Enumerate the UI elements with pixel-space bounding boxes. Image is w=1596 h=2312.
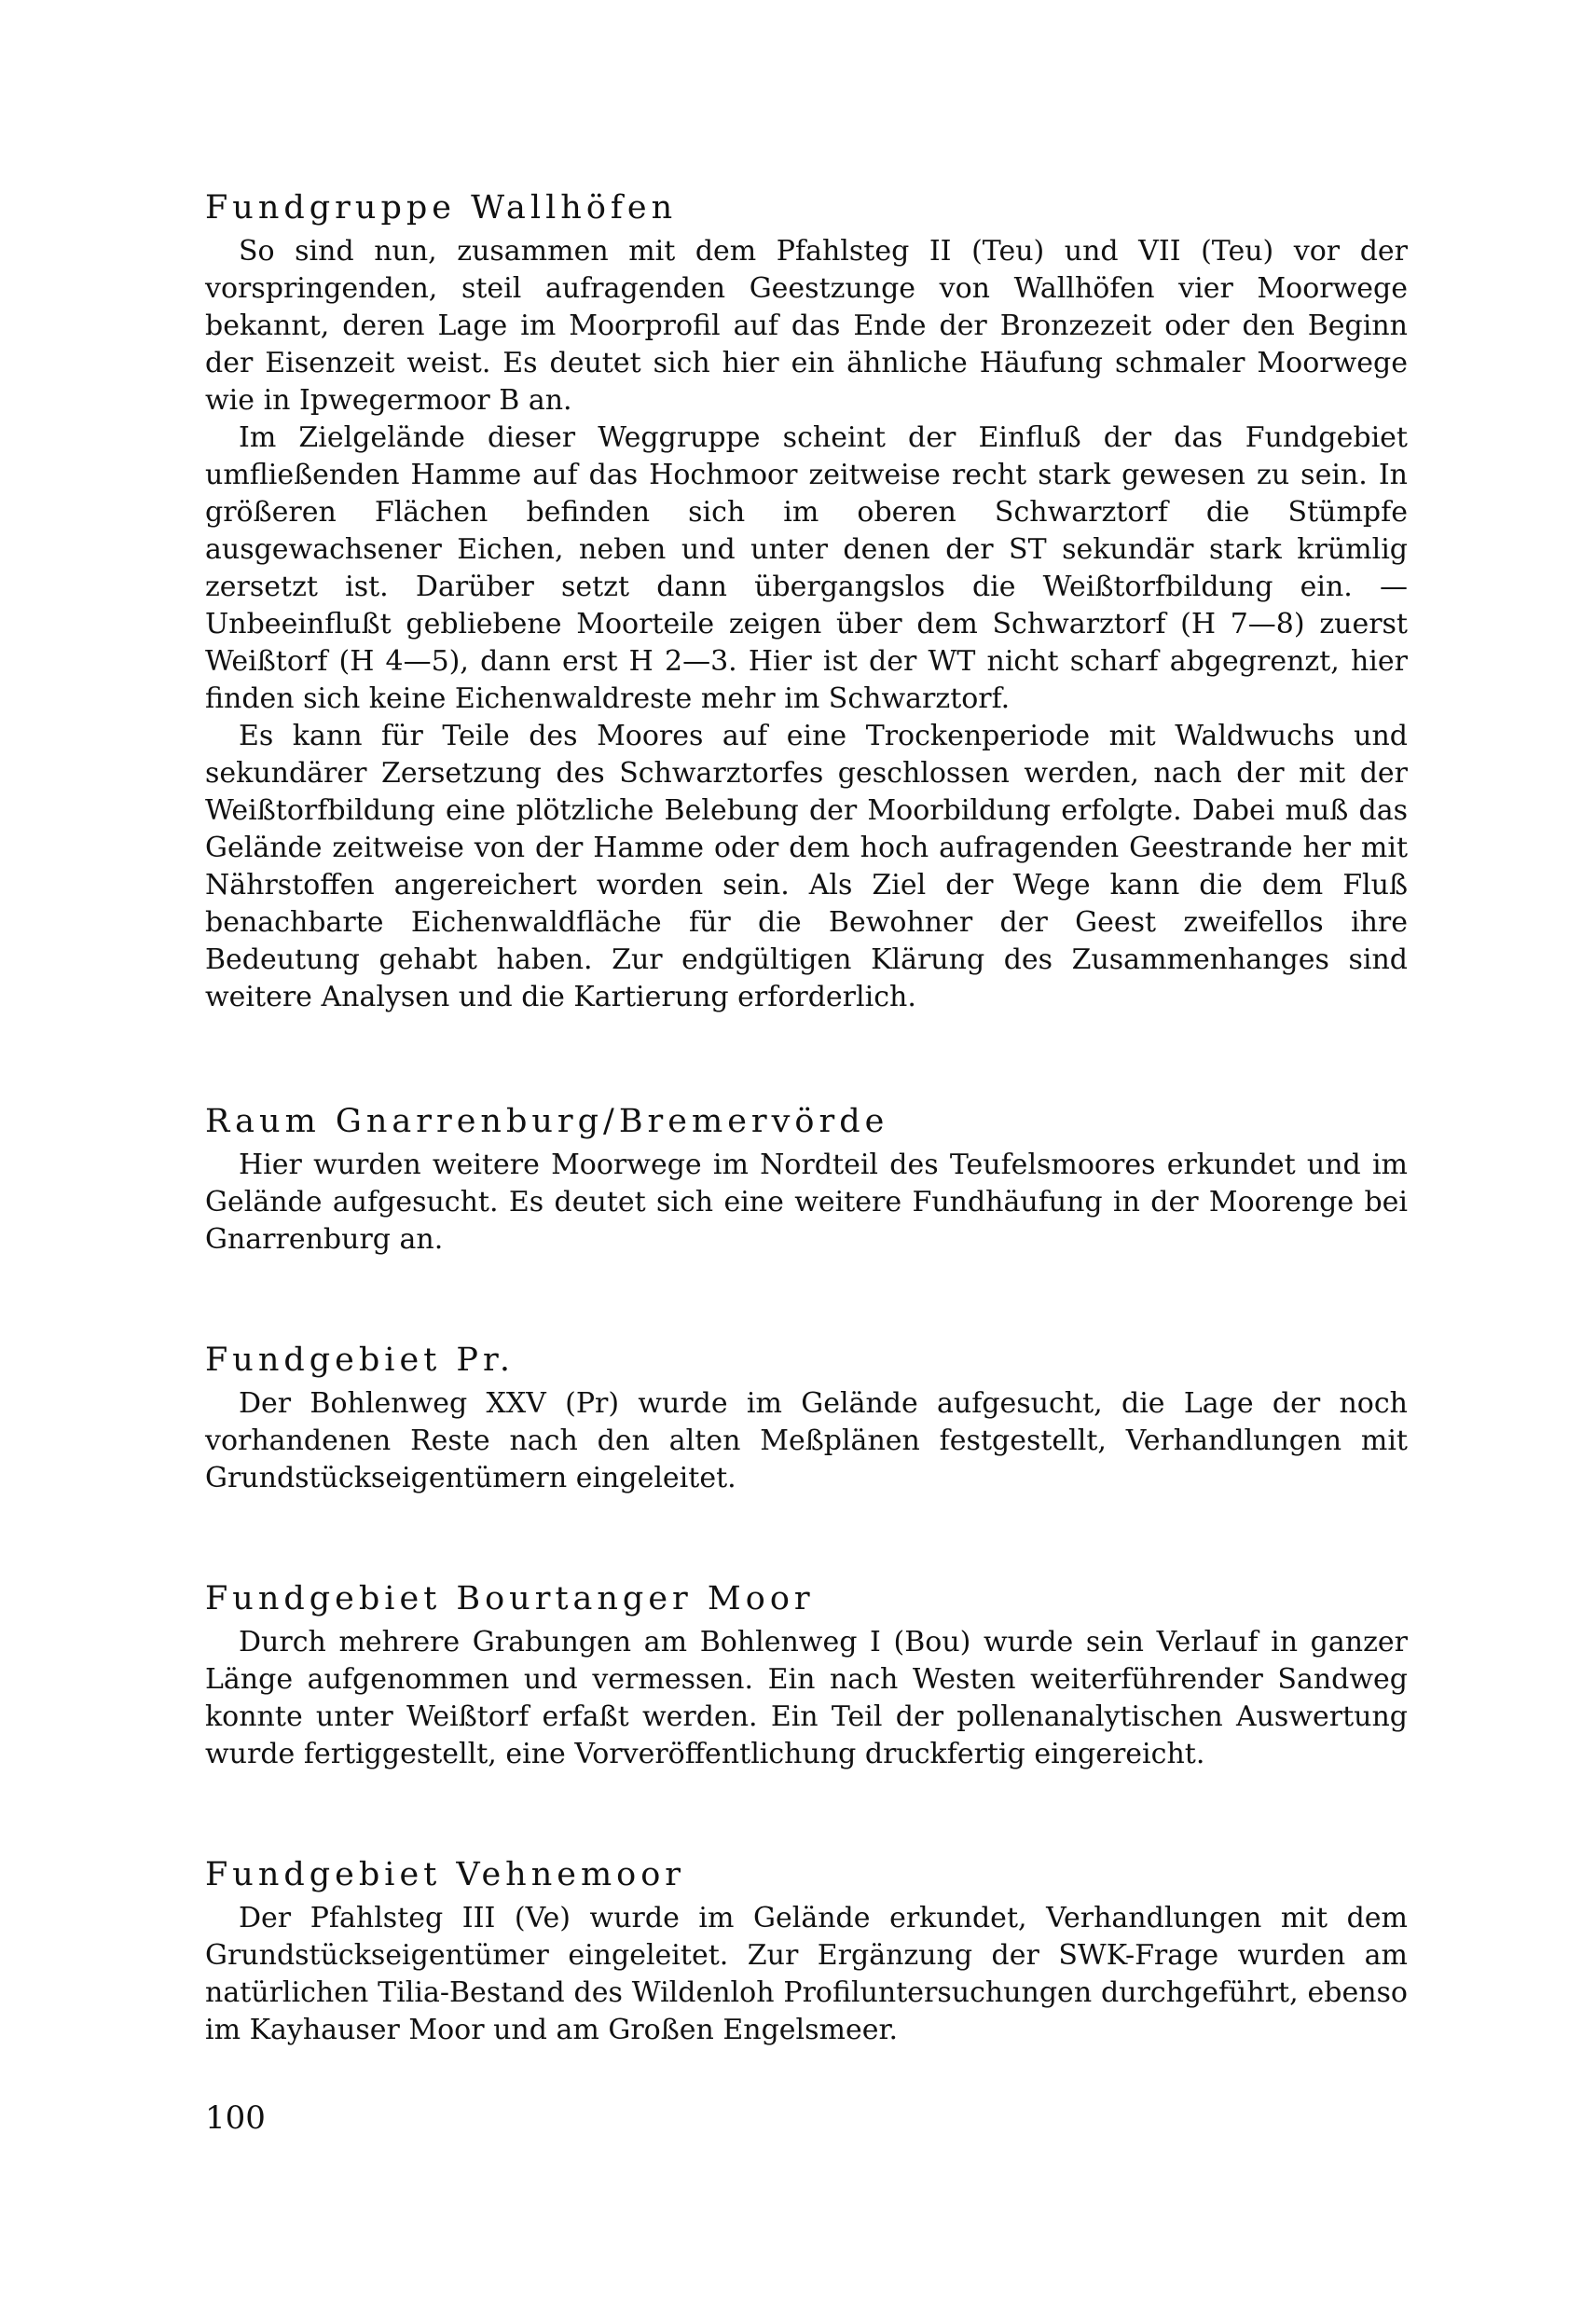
section-heading: Fundgebiet Pr. xyxy=(205,1342,515,1379)
section-heading: Fundgebiet Bourtanger Moor xyxy=(205,1580,815,1617)
paragraph: Im Zielgelände dieser Weggruppe scheint der Einfluß der das Fundgebiet umfließenden Hamme auf das Hochmoor zeitweise recht stark gewesen zu sein. In größeren Flächen befinden sich im oberen Schwarztorf die Stümpfe ausgewachsener Eichen, neben und unter denen der ST sekundär stark krümlig zersetzt ist. Darüber setzt dann übergangslos die Weißtorfbildung ein. — Unbeeinflußt gebliebene Moorteile zeigen über dem Schwarztorf (H 7—8) zuerst Weißtorf (H 4—5), dann erst H 2—3. Hier ist der WT nicht scharf abgegrenzt, hier finden sich keine Eichenwaldreste mehr im Schwarztorf. xyxy=(205,421,1408,715)
section-fundgebiet-vehnemoor xyxy=(205,1853,1408,2049)
page-body xyxy=(205,186,1408,2049)
paragraph: Der Bohlenweg XXV (Pr) wurde im Gelände aufgesucht, die Lage der noch vorhandenen Reste nach den alten Meßplänen festgestellt, Verhandlungen mit Grundstückseigentümern eingeleitet. xyxy=(205,1387,1408,1494)
section-fundgruppe-wallhoefen xyxy=(205,186,1408,1016)
section-heading: Fundgebiet Vehnemoor xyxy=(205,1856,686,1893)
section-raum-gnarrenburg xyxy=(205,1100,1408,1259)
page-number: 100 xyxy=(205,2099,266,2137)
paragraph: Durch mehrere Grabungen am Bohlenweg I (Bou) wurde sein Verlauf in ganzer Länge aufgenommen und vermessen. Ein nach Westen weiterführender Sandweg konnte unter Weißtorf erfaßt werden. Ein Teil der pollenanalytischen Auswertung wurde fertiggestellt, eine Vorveröffentlichung druckfertig eingereicht. xyxy=(205,1626,1408,1770)
section-fundgebiet-pr xyxy=(205,1339,1408,1497)
paragraph: Der Pfahlsteg III (Ve) wurde im Gelände erkundet, Verhandlungen mit dem Grundstückseigentümer eingeleitet. Zur Ergänzung der SWK-Frage wurden am natürlichen Tilia-Bestand des Wildenloh Profiluntersuchungen durchgeführt, ebenso im Kayhauser Moor und am Großen Engelsmeer. xyxy=(205,1902,1408,2046)
section-fundgebiet-bourtanger-moor xyxy=(205,1577,1408,1773)
section-heading: Raum Gnarrenburg/Bremervörde xyxy=(205,1103,889,1140)
section-heading: Fundgruppe Wallhöfen xyxy=(205,189,678,227)
paragraph: Hier wurden weitere Moorwege im Nordteil des Teufelsmoores erkundet und im Gelände aufgesucht. Es deutet sich eine weitere Fundhäufung in der Moorenge bei Gnarrenburg an. xyxy=(205,1149,1408,1256)
paragraph: Es kann für Teile des Moores auf eine Trockenperiode mit Waldwuchs und sekundärer Zersetzung des Schwarztorfes geschlossen werden, nach der mit der Weißtorfbildung eine plötzliche Belebung der Moorbildung erfolgte. Dabei muß das Gelände zeitweise von der Hamme oder dem hoch aufragenden Geestrande her mit Nährstoffen angereichert worden sein. Als Ziel der Wege kann die dem Fluß benachbarte Eichenwaldfläche für die Bewohner der Geest zweifellos ihre Bedeutung gehabt haben. Zur endgültigen Klärung des Zusammenhanges sind weitere Analysen und die Kartierung erforderlich. xyxy=(205,720,1408,1013)
paragraph: So sind nun, zusammen mit dem Pfahlsteg II (Teu) und VII (Teu) vor der vorspringenden, steil aufragenden Geestzunge von Wallhöfen vier Moorwege bekannt, deren Lage im Moorprofil auf das Ende der Bronzezeit oder den Beginn der Eisenzeit weist. Es deutet sich hier ein ähnliche Häufung schmaler Moorwege wie in Ipwegermoor B an. xyxy=(205,235,1408,417)
